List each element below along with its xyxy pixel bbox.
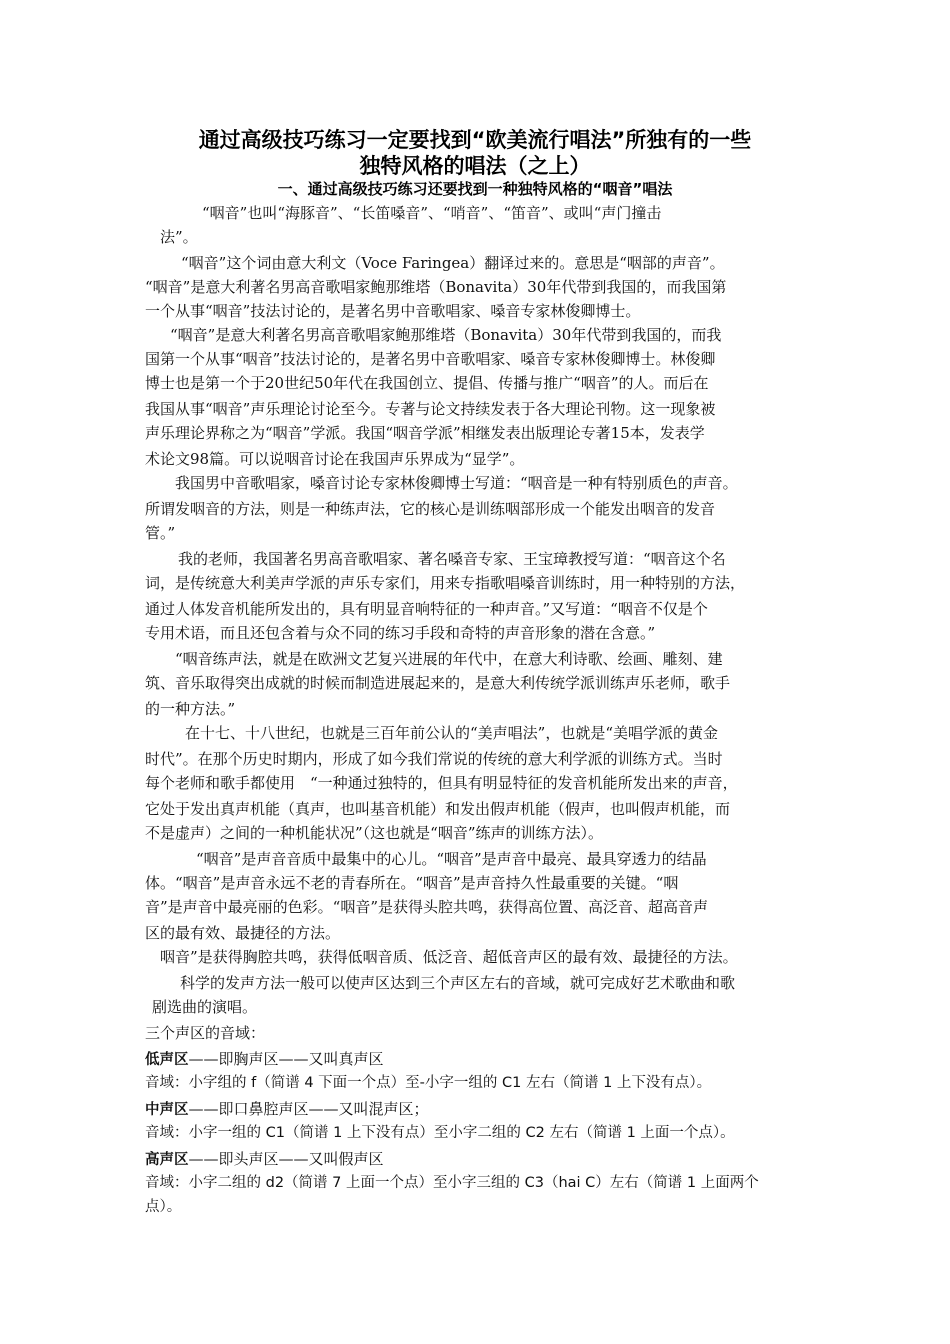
- body-line: “咽音”是意大利著名男高音歌唱家鲍那维塔（Bonavita）30年代带到我国的，而我国第: [145, 278, 727, 296]
- body-line: 所谓发咽音的方法，则是一种练声法，它的核心是训练咽部形成一个能发出咽音的发音: [145, 500, 716, 518]
- register-high: [145, 1150, 384, 1169]
- register-low: [145, 1050, 384, 1069]
- body-line: 一个从事“咽音”技法讨论的，是著名男中音歌唱家、嗓音专家林俊卿博士。: [145, 302, 641, 320]
- body-line: 博士也是第一个于20世纪50年代在我国创立、提倡、传播与推广“咽音”的人。而后在: [145, 374, 709, 392]
- register-name: 低声区: [145, 1052, 189, 1068]
- body-line: 科学的发声方法一般可以使声区达到三个声区左右的音域，就可完成好艺术歌曲和歌: [180, 974, 736, 992]
- body-line: 区的最有效、最捷径的方法。: [145, 924, 341, 942]
- document-title-line-2: 独特风格的唱法（之上）: [359, 154, 591, 178]
- body-line: 音”是声音中最亮丽的色彩。“咽音”是获得头腔共鸣，获得高位置、高泛音、超高音声: [145, 898, 709, 916]
- body-line: 我的老师，我国著名男高音歌唱家、著名嗓音专家、王宝璋教授写道：“咽音这个名: [178, 550, 726, 568]
- body-line: 法”。: [160, 228, 198, 246]
- document-title-line-1: 通过高级技巧练习一定要找到“欧美流行唱法”所独有的一些: [198, 128, 752, 152]
- body-line: “咽音”也叫“海豚音”、“长笛嗓音”、“哨音”、“笛音”、或叫“声门撞击: [202, 204, 662, 222]
- register-range: 音域：小字一组的 C1（简谱 1 上下没有点）至小字二组的 C2 左右（简谱 1 上面一个点）。: [145, 1125, 735, 1141]
- body-line: 咽音”是获得胸腔共鸣，获得低咽音质、低泛音、超低音声区的最有效、最捷径的方法。: [160, 948, 738, 966]
- register-range: 音域：小字组的 f（简谱 4 下面一个点）至-小字一组的 C1 左右（简谱 1 上下没有点）。: [145, 1075, 712, 1091]
- body-line: 专用术语，而且还包含着与众不同的练习手段和奇特的声音形象的潜在含意。”: [145, 624, 656, 642]
- body-line: “咽音”是意大利著名男高音歌唱家鲍那维塔（Bonavita）30年代带到我国的，而我: [170, 326, 722, 344]
- register-desc: ——即口鼻腔声区——又叫混声区；: [188, 1100, 429, 1118]
- register-name: 中声区: [145, 1102, 189, 1118]
- body-line: 剧选曲的演唱。: [152, 998, 258, 1016]
- body-line: 术论文98篇。可以说咽音讨论在我国声乐界成为“显学”。: [145, 450, 525, 468]
- body-line: 管。”: [145, 524, 176, 542]
- register-range: 音域：小字二组的 d2（简谱 7 上面一个点）至小字三组的 C3（hai C）左右（简谱 1 上面两个: [145, 1175, 759, 1191]
- body-line: 词，是传统意大利美声学派的声乐专家们，用来专指歌唱嗓音训练时，用一种特别的方法，: [145, 574, 746, 592]
- body-line: 的一种方法。”: [145, 700, 236, 718]
- body-line: 我国从事“咽音”声乐理论讨论至今。专著与论文持续发表于各大理论刊物。这一现象被: [145, 400, 716, 418]
- body-line: “咽音”这个词由意大利文（Voce Faringea）翻译过来的。意思是“咽部的声音”。: [181, 254, 725, 272]
- body-line: 不是虚声）之间的一种机能状况”（这也就是“咽音”练声的训练方法）。: [145, 824, 604, 842]
- section-heading: 一、通过高级技巧练习还要找到一种独特风格的“咽音”唱法: [277, 180, 673, 198]
- body-line: 我国男中音歌唱家，嗓音讨论专家林俊卿博士写道：“咽音是一种有特别质色的声音。: [175, 474, 738, 492]
- body-line: “咽音练声法，就是在欧洲文艺复兴进展的年代中，在意大利诗歌、绘画、雕刻、建: [175, 650, 723, 668]
- body-line: 每个老师和歌手都使用 “一种通过独特的，但具有明显特征的发音机能所发出来的声音，: [145, 774, 738, 792]
- body-line: 三个声区的音域：: [145, 1024, 266, 1042]
- body-line: 筑、音乐取得突出成就的时候而制造进展起来的，是意大利传统学派训练声乐老师，歌手: [145, 674, 731, 692]
- body-line: “咽音”是声音音质中最集中的心儿。“咽音”是声音中最亮、最具穿透力的结晶: [196, 850, 707, 868]
- register-name: 高声区: [145, 1152, 189, 1168]
- register-mid: [145, 1100, 429, 1119]
- body-line: 声乐理论界称之为“咽音”学派。我国“咽音学派”相继发表出版理论专著15本，发表学: [145, 424, 705, 442]
- body-line: 体。“咽音”是声音永远不老的青春所在。“咽音”是声音持久性最重要的关键。“咽: [145, 874, 679, 892]
- body-line: 时代”。在那个历史时期内，形成了如今我们常说的传统的意大利学派的训练方式。当时: [145, 750, 723, 768]
- body-line: 国第一个从事“咽音”技法讨论的，是著名男中音歌唱家、嗓音专家林俊卿博士。林俊卿: [145, 350, 716, 368]
- register-desc: ——即头声区——又叫假声区: [188, 1150, 384, 1168]
- register-desc: ——即胸声区——又叫真声区: [188, 1050, 384, 1068]
- body-line: 通过人体发音机能所发出的，具有明显音响特征的一种声音。”又写道：“咽音不仅是个: [145, 600, 708, 618]
- body-line: 在十七、十八世纪，也就是三百年前公认的“美声唱法”，也就是“美唱学派的黄金: [185, 724, 719, 742]
- body-line: 它处于发出真声机能（真声，也叫基音机能）和发出假声机能（假声，也叫假声机能，而: [145, 800, 731, 818]
- register-range-cont: 点）。: [145, 1199, 182, 1215]
